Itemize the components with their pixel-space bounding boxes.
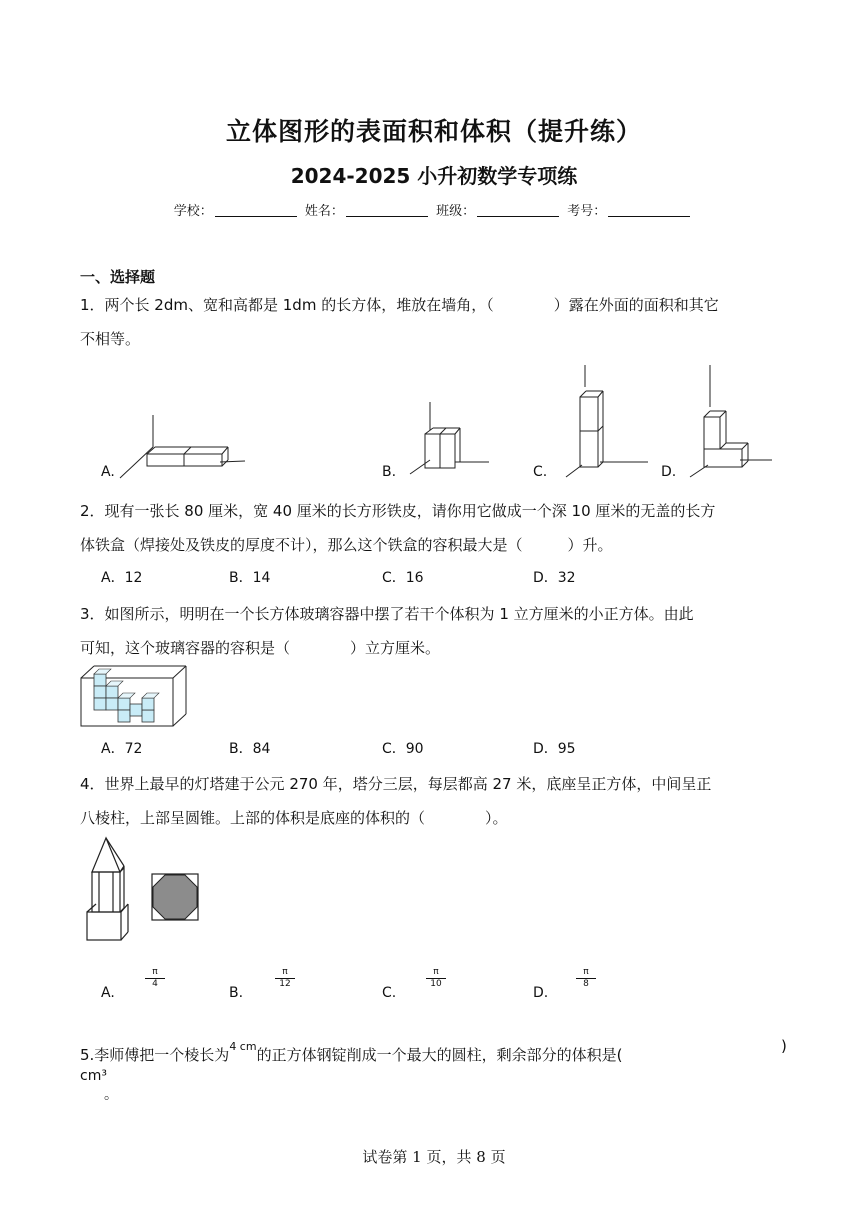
page-footer: 试卷第 1 页，共 8 页 [362,1148,506,1166]
q4-top-view-figure [151,873,201,923]
q4-option-a-fraction [145,967,165,990]
q1-option-c: C. [533,464,548,480]
question-5-text-start: 5.李师傅把一个棱长为 [80,1046,230,1064]
q2-option-a: A．12 [101,570,143,586]
q2-option-b: B．14 [229,570,271,586]
q3-glass-container-figure [80,664,190,730]
q4-option-c: C. [382,985,397,1001]
question-5-close-paren: ) [781,1037,787,1055]
q4-option-c-fraction [426,967,446,990]
q1-option-b: B. [382,464,397,480]
fraction-denominator: 4 [152,979,158,989]
q1-figure-d [680,365,780,480]
q4-lighthouse-figure [84,836,134,946]
class-blank [477,203,559,217]
question-2-line1: 2．现有一张长 80 厘米，宽 40 厘米的长方形铁皮，请你用它做成一个深 10 厘米的无盖的长方 [80,502,716,520]
fraction-numerator: π [576,967,596,979]
fraction-numerator: π [275,967,295,979]
fraction-numerator: π [426,967,446,979]
q4-option-d-fraction [576,967,596,990]
question-4 [80,767,792,835]
q4-option-a: A. [101,985,115,1001]
q2-option-c: C．16 [382,570,424,586]
question-4-line1: 4．世界上最早的灯塔建于公元 270 年，塔分三层，每层都高 27 米，底座呈正方体，中间呈正 [80,775,712,793]
school-label: 学校： [173,204,213,219]
page-title: 立体图形的表面积和体积（提升练） [225,117,642,146]
fraction-denominator: 12 [279,979,291,989]
q1-figure-b [405,400,495,475]
question-5-period: 。 [104,1087,118,1103]
q3-options [80,738,792,760]
question-2-line2: 体铁盒（焊接处及铁皮的厚度不计），那么这个铁盒的容积最大是（ ）升。 [80,536,613,554]
school-blank [215,203,297,217]
q1-option-a: A. [101,464,115,480]
question-4-line2: 八棱柱，上部呈圆锥。上部的体积是底座的体积的（ ）。 [80,809,508,827]
q3-option-c: C．90 [382,741,424,757]
question-1-line1: 1．两个长 2dm、宽和高都是 1dm 的长方体，堆放在墙角，（ ）露在外面的面积和其它 [80,296,719,314]
question-5 [80,1030,792,1072]
q4-option-b-fraction [275,967,295,990]
question-1 [80,288,792,356]
fraction-numerator: π [145,967,165,979]
exam-number-blank [608,203,690,217]
q3-option-a: A．72 [101,741,143,757]
q1-figure-a [120,410,250,480]
exam-number-label: 考号： [567,204,607,219]
q2-option-d: D．32 [533,570,576,586]
name-blank [346,203,428,217]
question-1-line2: 不相等。 [80,330,141,348]
question-3-line1: 3．如图所示，明明在一个长方体玻璃容器中摆了若干个体积为 1 立方厘米的小正方体。由此 [80,605,694,623]
q1-figure-c [560,365,655,480]
name-label: 姓名： [304,204,344,219]
fraction-denominator: 8 [583,979,589,989]
q3-option-b: B．84 [229,741,271,757]
q4-option-b: B. [229,985,244,1001]
class-label: 班级： [436,204,476,219]
question-3-line2: 可知，这个玻璃容器的容积是（ ）立方厘米。 [80,639,441,657]
page-subtitle: 2024-2025 小升初数学专项练 [290,164,578,188]
question-3 [80,597,792,665]
section-title: 一、选择题 [80,268,156,286]
question-5-unit: cm³ [80,1068,107,1084]
fraction-denominator: 10 [430,979,442,989]
question-5-measure: 4 cm [229,1040,257,1053]
question-2 [80,494,792,562]
q2-options [80,567,792,589]
q1-option-d: D. [661,464,677,480]
q3-option-d: D．95 [533,741,576,757]
question-5-text-end: 的正方体钢锭削成一个最大的圆柱，剩余部分的体积是( [256,1046,623,1064]
student-info-line [0,200,868,219]
q4-option-d: D. [533,985,549,1001]
